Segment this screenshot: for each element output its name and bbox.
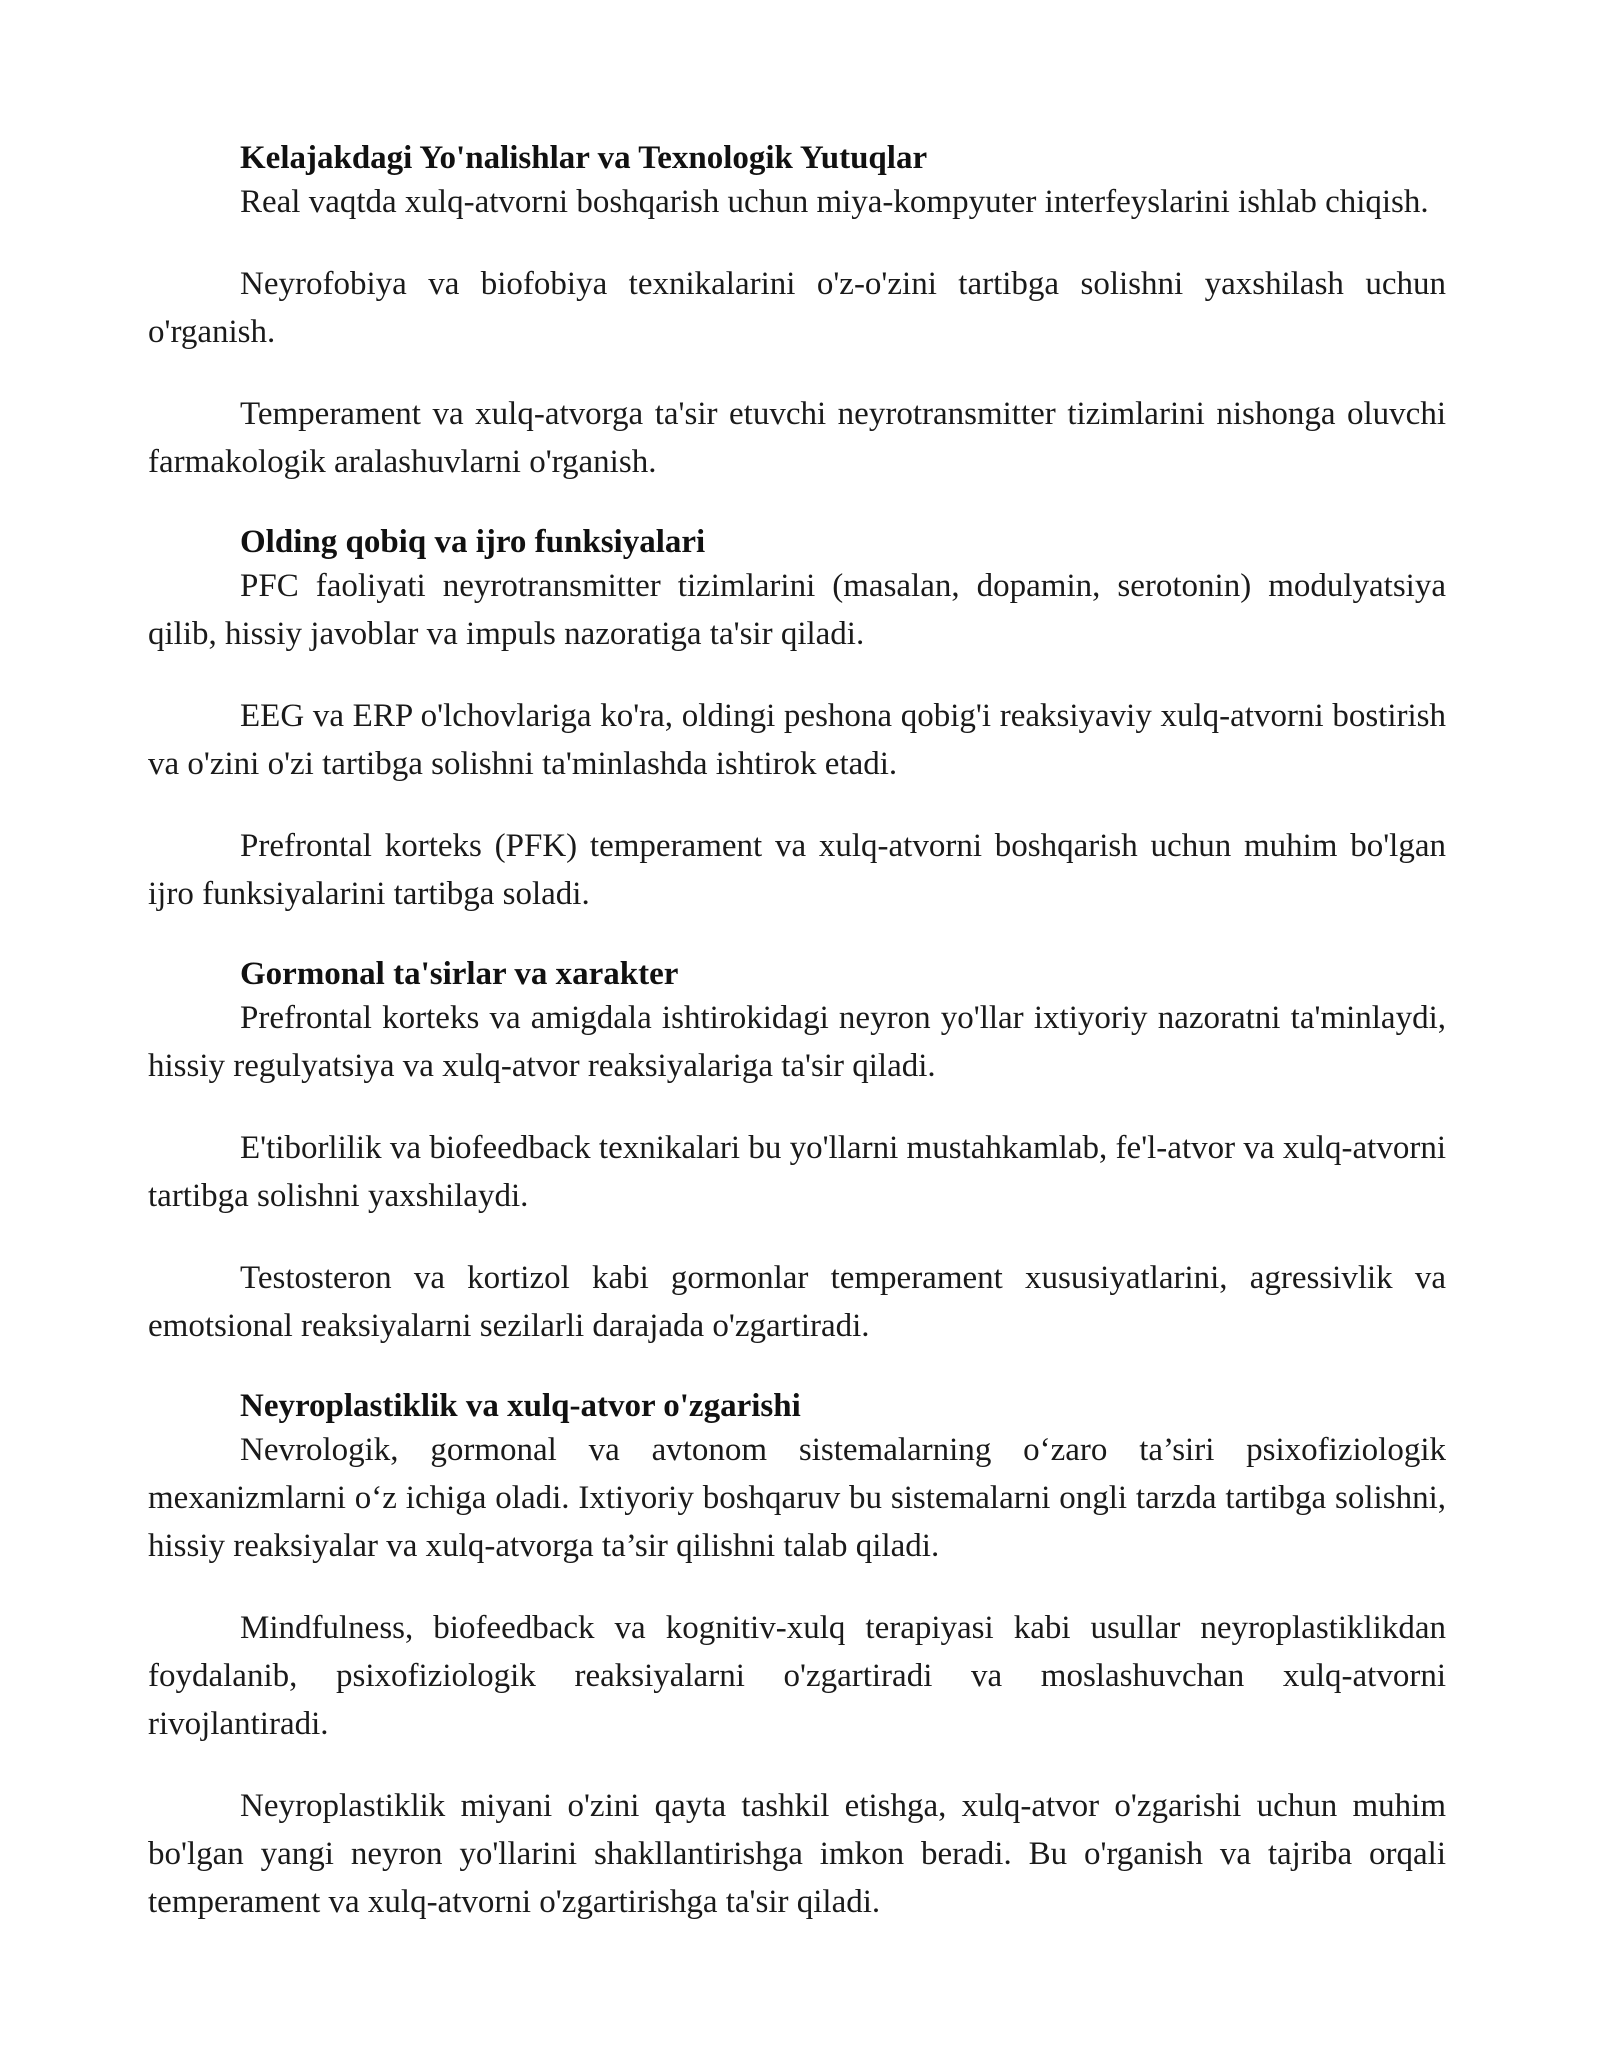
- paragraph: Neyroplastiklik miyani o'zini qayta tashkil etishga, xulq-atvor o'zgarishi uchun muhim bo'lgan yangi neyron yo'llarini shakllantirishga imkon beradi. Bu o'rganish va tajriba orqali temperament va xulq-atvorni o'zgartirishga ta'sir qiladi.: [148, 1788, 1446, 1920]
- document-page: [148, 136, 1446, 1960]
- section-prefrontal-executive: [148, 520, 1446, 918]
- paragraph: Prefrontal korteks va amigdala ishtirokidagi neyron yo'llar ixtiyoriy nazoratni ta'minlaydi, hissiy regulyatsiya va xulq-atvor reaksiyalariga ta'sir qiladi.: [148, 1000, 1446, 1084]
- section-future-directions: [148, 136, 1446, 486]
- section-neuroplasticity: [148, 1384, 1446, 1926]
- paragraph: E'tiborlilik va biofeedback texnikalari bu yo'llarni mustahkamlab, fe'l-atvor va xulq-atvorni tartibga solishni yaxshilaydi.: [148, 1130, 1446, 1214]
- section-hormonal-influences: [148, 952, 1446, 1350]
- section-heading: Olding qobiq va ijro funksiyalari: [240, 524, 706, 560]
- paragraph: Mindfulness, biofeedback va kognitiv-xulq terapiyasi kabi usullar neyroplastiklikdan foydalanib, psixofiziologik reaksiyalarni o'zgartiradi va moslashuvchan xulq-atvorni rivojlantiradi.: [148, 1610, 1446, 1742]
- paragraph: Temperament va xulq-atvorga ta'sir etuvchi neyrotransmitter tizimlarini nishonga oluvchi farmakologik aralashuvlarni o'rganish.: [148, 396, 1446, 480]
- paragraph: Real vaqtda xulq-atvorni boshqarish uchun miya-kompyuter interfeyslarini ishlab chiqish.: [240, 184, 1429, 220]
- section-heading: Kelajakdagi Yo'nalishlar va Texnologik Yutuqlar: [240, 140, 928, 176]
- paragraph: Neyrofobiya va biofobiya texnikalarini o'z-o'zini tartibga solishni yaxshilash uchun o'rganish.: [148, 266, 1446, 350]
- section-heading: Gormonal ta'sirlar va xarakter: [240, 956, 679, 992]
- paragraph: Prefrontal korteks (PFK) temperament va xulq-atvorni boshqarish uchun muhim bo'lgan ijro funksiyalarini tartibga soladi.: [148, 828, 1446, 912]
- paragraph: Testosteron va kortizol kabi gormonlar temperament xususiyatlarini, agressivlik va emotsional reaksiyalarni sezilarli darajada o'zgartiradi.: [148, 1260, 1446, 1344]
- paragraph: PFC faoliyati neyrotransmitter tizimlarini (masalan, dopamin, serotonin) modulyatsiya qilib, hissiy javoblar va impuls nazoratiga ta'sir qiladi.: [148, 568, 1446, 652]
- paragraph: Nevrologik, gormonal va avtonom sistemalarning o‘zaro ta’siri psixofiziologik mexanizmlarni o‘z ichiga oladi. Ixtiyoriy boshqaruv bu sistemalarni ongli tarzda tartibga solishni, hissiy reaksiyalar va xulq-atvorga ta’sir qilishni talab qiladi.: [148, 1432, 1446, 1564]
- section-heading: Neyroplastiklik va xulq-atvor o'zgarishi: [240, 1388, 801, 1424]
- paragraph: EEG va ERP o'lchovlariga ko'ra, oldingi peshona qobig'i reaksiyaviy xulq-atvorni bostirish va o'zini o'zi tartibga solishni ta'minlashda ishtirok etadi.: [148, 698, 1446, 782]
